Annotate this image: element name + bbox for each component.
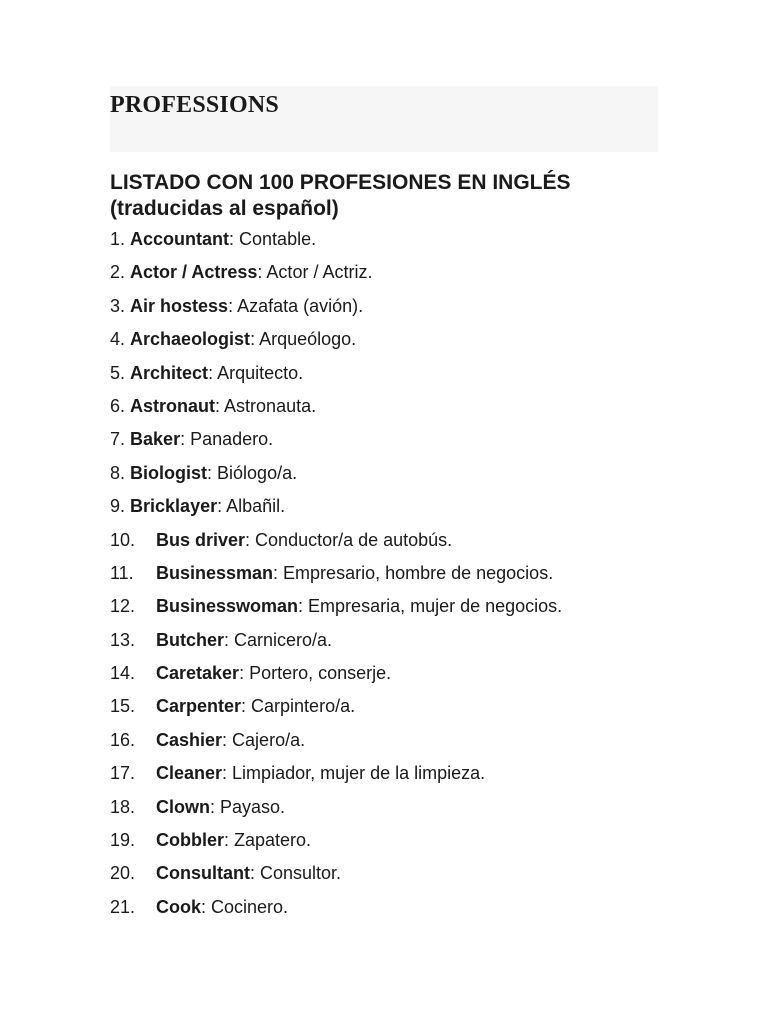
list-item: [110, 825, 562, 858]
list-item: [110, 257, 562, 290]
item-translation: : Carnicero/a.: [224, 629, 333, 650]
item-number: 5.: [110, 362, 126, 383]
item-translation: : Contable.: [229, 229, 317, 249]
item-translation: : Cajero/a.: [222, 729, 306, 750]
item-number: 11.: [110, 562, 134, 583]
page-title: PROFESSIONS: [110, 92, 279, 118]
item-translation: : Carpintero/a.: [241, 696, 356, 717]
list-item: [110, 291, 562, 324]
subtitle: [110, 170, 670, 222]
item-term: Accountant: [130, 229, 230, 249]
item-term: Bricklayer: [130, 496, 218, 517]
item-term: Astronaut: [130, 395, 216, 416]
list-item: [110, 858, 562, 891]
item-term: Architect: [130, 362, 209, 383]
list-item: [110, 525, 562, 558]
item-term: Actor / Actress: [130, 262, 258, 283]
item-term: Consultant: [156, 863, 250, 884]
item-translation: : Portero, conserje.: [239, 663, 392, 684]
item-number: 20.: [110, 863, 136, 884]
item-term: Businessman: [156, 562, 274, 583]
list-item: [110, 625, 562, 658]
item-term: Cook: [156, 896, 201, 917]
item-translation: : Empresario, hombre de negocios.: [273, 562, 554, 583]
list-item: [110, 558, 562, 591]
item-translation: : Actor / Actriz.: [257, 262, 373, 283]
item-number: 18.: [110, 796, 136, 817]
item-term: Cobbler: [156, 830, 225, 851]
item-translation: : Biólogo/a.: [207, 462, 298, 483]
item-number: 12.: [110, 596, 136, 617]
item-translation: : Astronauta.: [215, 395, 317, 416]
item-term: Baker: [130, 429, 181, 450]
list-item: [110, 391, 562, 424]
list-item: [110, 458, 562, 491]
item-number: 1.: [110, 229, 126, 249]
item-term: Bus driver: [156, 529, 246, 550]
item-translation: : Zapatero.: [224, 830, 312, 851]
title-box: [110, 86, 658, 152]
item-number: 17.: [110, 763, 136, 784]
item-term: Cleaner: [156, 763, 223, 784]
item-number: 13.: [110, 629, 136, 650]
item-translation: : Limpiador, mujer de la limpieza.: [222, 763, 486, 784]
item-term: Clown: [156, 796, 210, 817]
item-number: 9.: [110, 496, 126, 517]
item-term: Archaeologist: [130, 329, 251, 350]
item-term: Carpenter: [156, 696, 242, 717]
list-item: [110, 792, 562, 825]
item-translation: : Empresaria, mujer de negocios.: [298, 596, 563, 617]
profession-list: [110, 224, 562, 925]
list-item: [110, 491, 562, 524]
list-item: [110, 224, 562, 257]
item-translation: : Azafata (avión).: [228, 295, 364, 316]
list-item: [110, 691, 562, 724]
item-number: 2.: [110, 262, 126, 283]
subtitle-line-1: LISTADO CON 100 PROFESIONES EN INGLÉS: [110, 171, 571, 194]
item-translation: : Albañil.: [217, 496, 286, 517]
item-translation: : Arqueólogo.: [250, 329, 357, 350]
item-number: 3.: [110, 295, 126, 316]
item-number: 10.: [110, 529, 136, 550]
item-number: 21.: [110, 896, 136, 917]
item-number: 14.: [110, 663, 136, 684]
subtitle-line-2: (traducidas al español): [110, 197, 339, 220]
item-term: Caretaker: [156, 663, 240, 684]
list-item: [110, 324, 562, 357]
item-number: 6.: [110, 395, 126, 416]
item-term: Cashier: [156, 729, 223, 750]
item-number: 4.: [110, 329, 126, 350]
item-term: Butcher: [156, 629, 225, 650]
item-number: 15.: [110, 696, 136, 717]
item-translation: : Conductor/a de autobús.: [245, 529, 453, 550]
list-item: [110, 591, 562, 624]
item-number: 16.: [110, 729, 136, 750]
item-term: Businesswoman: [156, 596, 299, 617]
item-translation: : Arquitecto.: [208, 362, 304, 383]
item-number: 19.: [110, 830, 136, 851]
item-number: 7.: [110, 429, 126, 450]
item-translation: : Panadero.: [180, 429, 274, 450]
list-item: [110, 892, 562, 925]
list-item: [110, 758, 562, 791]
item-term: Air hostess: [130, 295, 229, 316]
list-item: [110, 424, 562, 457]
item-translation: : Payaso.: [210, 796, 286, 817]
item-number: 8.: [110, 462, 126, 483]
item-translation: : Consultor.: [250, 863, 342, 884]
list-item: [110, 725, 562, 758]
list-item: [110, 358, 562, 391]
list-item: [110, 658, 562, 691]
item-translation: : Cocinero.: [201, 896, 289, 917]
item-term: Biologist: [130, 462, 208, 483]
